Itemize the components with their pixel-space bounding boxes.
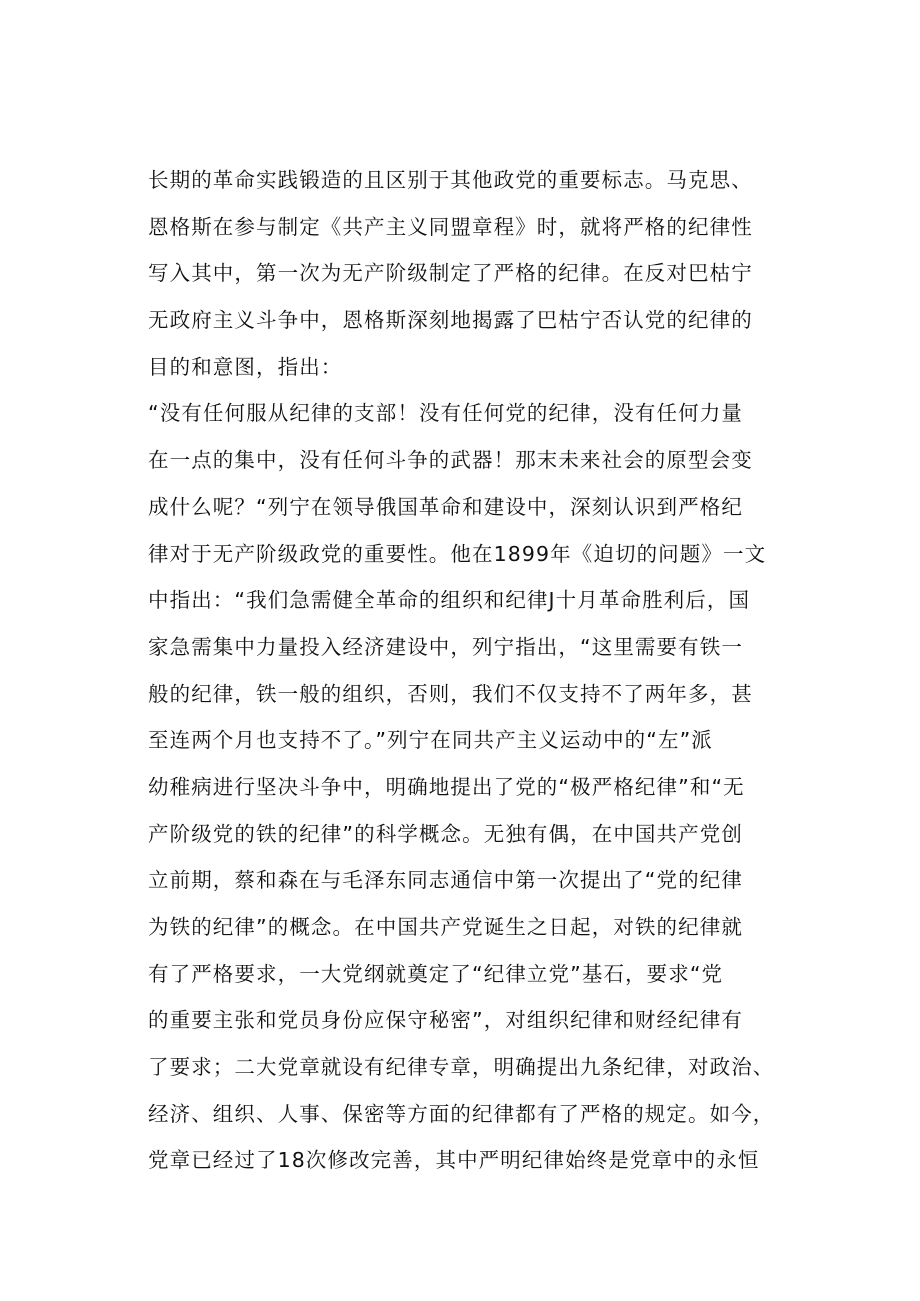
text-line-10: 中指出：“我们急需健全革命的组织和纪律J十月革命胜利后，国 [148,588,751,613]
text-line-13: 至连两个月也支持不了。”列宁在同共产主义运动中的“左”派 [148,728,713,753]
text-line-20: 了要求；二大党章就设有纪律专章，明确提出九条纪律，对政治、 [148,1055,775,1080]
text-line-11: 家急需集中力量投入经济建设中，列宁指出，“这里需要有铁一 [148,634,743,659]
text-line-14: 幼稚病进行坚决斗争中，明确地提出了党的“极严格纪律”和“无 [148,774,745,799]
body-text [148,157,828,1184]
text-line-2: 恩格斯在参与制定《共产主义同盟章程》时，就将严格的纪律性 [148,214,753,239]
text-line-9: 律对于无产阶级政党的重要性。他在1899年《迫切的问题》一文 [148,541,767,566]
text-line-3: 写入其中，第一次为无产阶级制定了严格的纪律。在反对巴枯宁 [148,261,753,286]
text-line-1: 长期的革命实践锻造的且区别于其他政党的重要标志。马克思、 [148,168,753,192]
text-line-6: “没有任何服从纪律的支部！没有任何党的纪律，没有任何力量 [148,401,743,426]
text-line-4: 无政府主义斗争中，恩格斯深刻地揭露了巴枯宁否认党的纪律的 [148,308,753,333]
text-line-19: 的重要主张和党员身份应保守秘密”，对组织纪律和财经纪律有 [148,1008,743,1033]
text-line-5: 目的和意图，指出： [148,354,343,379]
text-line-7: 在一点的集中，没有任何斗争的武器！那末未来社会的原型会变 [148,448,753,473]
text-line-15: 产阶级党的铁的纪律”的科学概念。无独有偶，在中国共产党创 [148,821,743,846]
text-line-8: 成什么呢？“列宁在领导俄国革命和建设中，深刻认识到严格纪 [148,494,743,519]
text-line-12: 般的纪律，铁一般的组织，否则，我们不仅支持不了两年多，甚 [148,681,753,706]
text-line-18: 有了严格要求，一大党纲就奠定了“纪律立党”基石，要求“党 [148,961,724,986]
text-line-17: 为铁的纪律”的概念。在中国共产党诞生之日起，对铁的纪律就 [148,915,743,939]
text-line-22: 党章已经过了18次修改完善，其中严明纪律始终是党章中的永恒 [148,1148,760,1173]
text-line-16: 立前期，蔡和森在与毛泽东同志通信中第一次提出了“党的纪律 [148,868,743,893]
text-line-21: 经济、组织、人事、保密等方面的纪律都有了严格的规定。如今， [148,1101,775,1126]
